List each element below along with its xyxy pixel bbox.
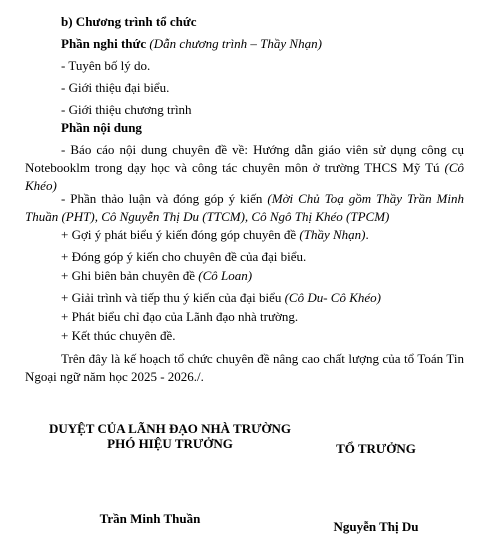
report-paragraph xyxy=(25,141,464,195)
section-heading: b) Chương trình tổ chức xyxy=(61,14,197,29)
vice-principal-title: PHÓ HIỆU TRƯỞNG xyxy=(107,436,233,451)
discussion-note: (Mời Chủ Toạ gồm Thầy Trần Minh Thuần (PHT), Cô Nguyễn Thị Du (TTCM), Cô Ngô Thị Khéo (TPCM) xyxy=(25,191,464,224)
sub-item-text: + Phát biểu chỉ đạo của Lãnh đạo nhà trường. xyxy=(61,309,299,324)
opening-note: (Dẫn chương trình – Thầy Nhạn) xyxy=(149,36,322,51)
closing-paragraph: Trên đây là kế hoạch tổ chức chuyên đề nâng cao chất lượng của tổ Toán Tin Ngoại ngữ năm học 2025 - 2026./. xyxy=(25,351,464,384)
left-signer-name: Trần Minh Thuần xyxy=(99,511,201,526)
sub-item xyxy=(61,248,464,266)
opening-item: - Tuyên bố lý do. xyxy=(61,58,151,73)
sub-item-text: + Đóng góp ý kiến cho chuyên đề của đại biểu. xyxy=(61,249,307,264)
right-signer-name: Nguyễn Thị Du xyxy=(333,519,419,534)
opening-title-row xyxy=(61,35,464,53)
discussion-paragraph xyxy=(25,190,464,226)
sub-item-note: (Thầy Nhạn) xyxy=(299,227,366,242)
sub-item-text: + Ghi biên bản chuyên đề xyxy=(61,268,199,283)
team-leader-title: TỔ TRƯỞNG xyxy=(336,441,416,456)
opening-title: Phần nghi thức xyxy=(61,36,147,51)
sub-item-note: (Cô Du- Cô Khéo) xyxy=(284,290,381,305)
sub-item-text: + Giải trình và tiếp thu ý kiến của đại biểu xyxy=(61,290,285,305)
approval-title: DUYỆT CỦA LÃNH ĐẠO NHÀ TRƯỜNG xyxy=(48,421,292,436)
sub-item xyxy=(61,327,464,345)
content-title: Phần nội dung xyxy=(61,120,142,135)
sub-item xyxy=(61,267,464,285)
report-note: (Cô Khéo) xyxy=(25,160,464,193)
sub-item-text: + Gợi ý phát biểu ý kiến đóng góp chuyên đề xyxy=(61,227,300,242)
sub-item xyxy=(61,308,464,326)
sub-item-note: (Cô Loan) xyxy=(198,268,253,283)
sub-item xyxy=(61,226,464,244)
sub-item xyxy=(61,289,464,307)
report-text: - Báo cáo nội dung chuyên đề về: Hướng dẫn giáo viên sử dụng công cụ Notebooklm trong dạy học và công tác chuyên môn ở trường THCS Mỹ Tú xyxy=(25,142,464,175)
sub-item-text: + Kết thúc chuyên đề. xyxy=(61,328,176,343)
sub-item-tail: . xyxy=(365,227,369,242)
opening-item: - Giới thiệu chương trình xyxy=(61,102,192,117)
discussion-text: - Phần thảo luận và đóng góp ý kiến xyxy=(61,191,263,206)
opening-item: - Giới thiệu đại biểu. xyxy=(61,80,170,95)
